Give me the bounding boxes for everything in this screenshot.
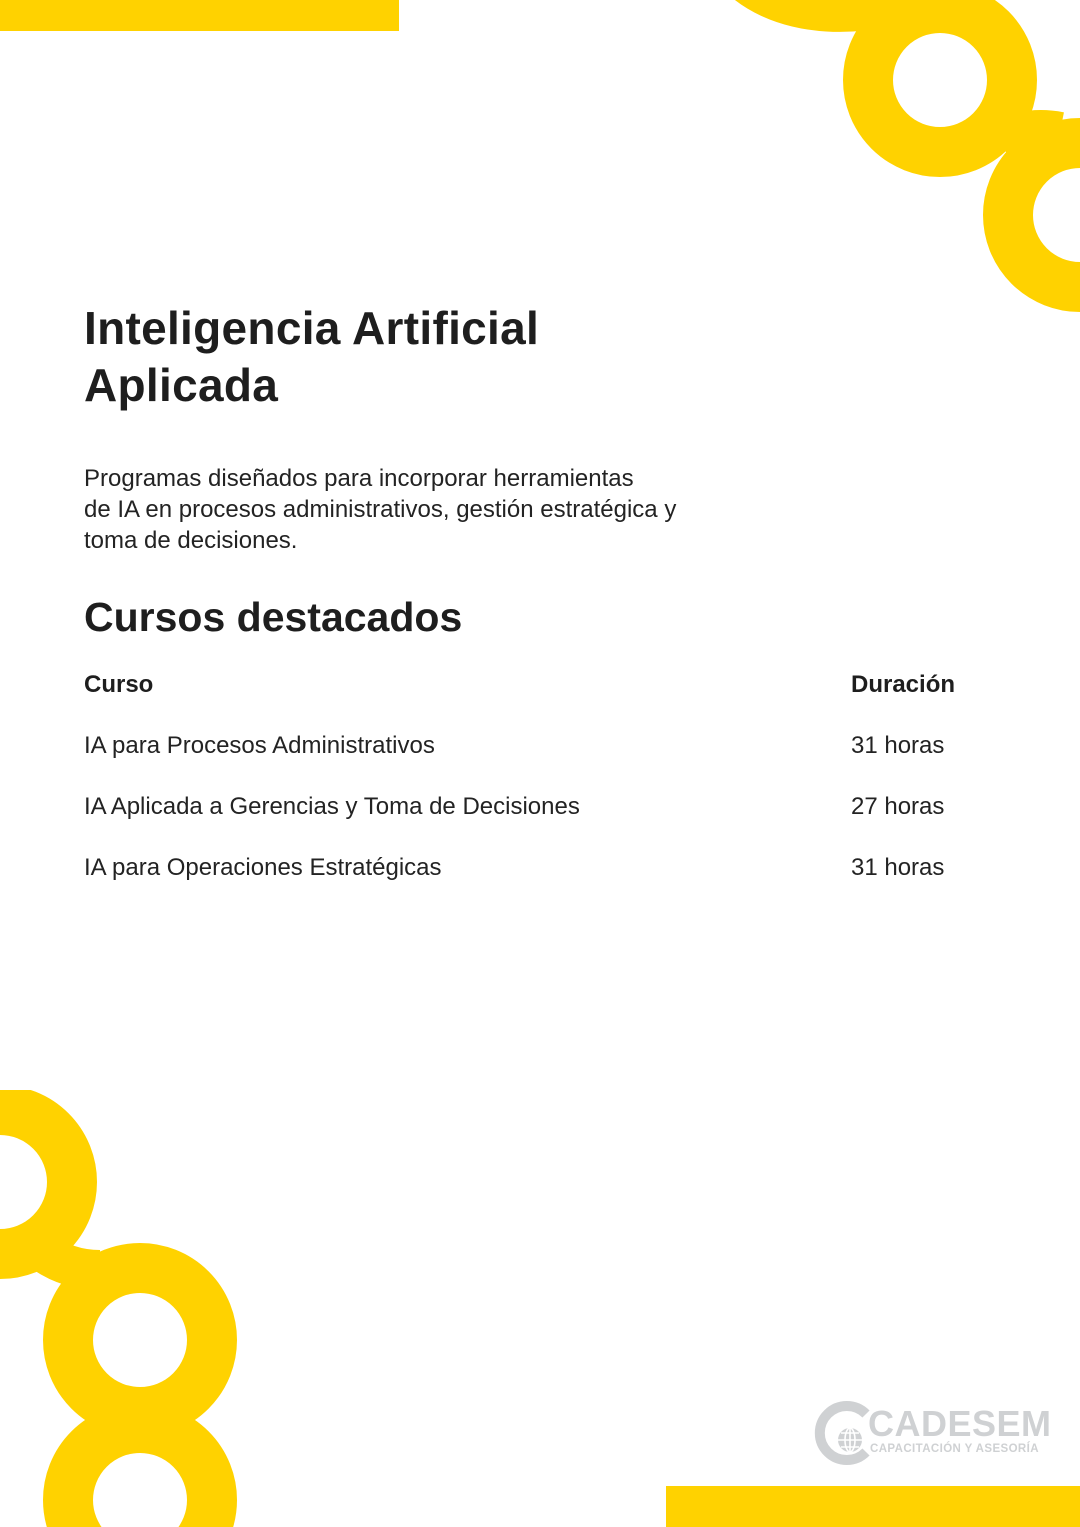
bottom-left-swirl-decoration — [0, 1090, 260, 1527]
title-line-2: Aplicada — [84, 359, 279, 411]
logo-name: CADESEM — [868, 1403, 1052, 1444]
logo-tagline: CAPACITACIÓN Y ASESORÍA — [870, 1443, 1039, 1455]
page-title — [84, 300, 784, 414]
intro-line-2: de IA en procesos administrativos, gestión estratégica y — [84, 496, 677, 523]
cadesem-logo — [812, 1400, 1052, 1466]
section-title: Cursos destacados — [84, 594, 463, 640]
intro-paragraph — [84, 463, 804, 556]
title-line-1: Inteligencia Artificial — [84, 302, 540, 354]
bottom-accent-bar — [666, 1486, 1080, 1527]
table-row-duration: 27 horas — [851, 793, 945, 820]
intro-line-3: toma de decisiones. — [84, 527, 298, 554]
table-row-course: IA Aplicada a Gerencias y Toma de Decisiones — [84, 793, 580, 820]
top-right-swirl-decoration — [700, 0, 1080, 320]
column-header-course: Curso — [84, 671, 154, 698]
table-row-course: IA para Procesos Administrativos — [84, 732, 435, 759]
intro-line-1: Programas diseñados para incorporar herramientas — [84, 465, 634, 492]
column-header-duration: Duración — [851, 671, 956, 698]
top-accent-bar — [0, 0, 399, 31]
table-row-course: IA para Operaciones Estratégicas — [84, 854, 442, 881]
table-row-duration: 31 horas — [851, 732, 945, 759]
table-row-duration: 31 horas — [851, 854, 945, 881]
